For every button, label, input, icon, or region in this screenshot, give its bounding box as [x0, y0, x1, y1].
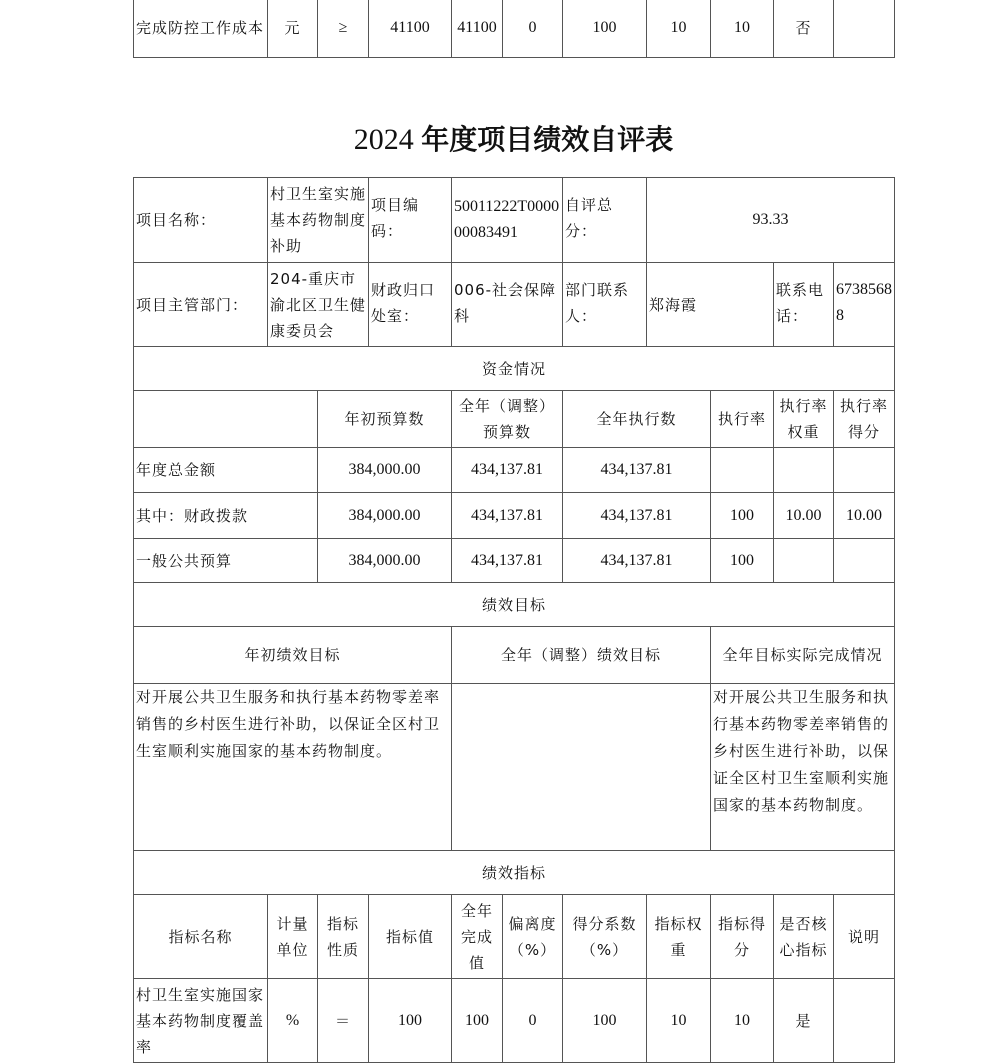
indicator-nature: ≥ — [318, 0, 369, 58]
goals-actual: 对开展公共卫生服务和执行基本药物零差率销售的乡村医生进行补助，以保证全区村卫生室顺利实施国家的基本药物制度。 — [711, 684, 895, 851]
title-year: 2024 — [353, 123, 414, 156]
indicator-deviation: 0 — [503, 0, 563, 58]
goals-initial: 对开展公共卫生服务和执行基本药物零差率销售的乡村医生进行补助，以保证全区村卫生室顺利实施国家的基本药物制度。 — [134, 684, 452, 851]
goals-adjusted — [452, 684, 711, 851]
funds-row-executed: 434,137.81 — [563, 448, 711, 493]
indicators-header-target: 指标值 — [369, 895, 452, 979]
indicators-header-weight: 指标权重 — [647, 895, 711, 979]
funds-row-score: 10.00 — [834, 493, 895, 539]
funds-row-initial: 384,000.00 — [318, 493, 452, 539]
self-evaluation-table — [133, 177, 895, 1063]
finance-label: 财政归口处室： — [369, 263, 452, 347]
finance: 006-社会保障科 — [452, 263, 563, 347]
funds-header-weight: 执行率权重 — [774, 391, 834, 448]
indicators-header-note: 说明 — [834, 895, 895, 979]
project-info-row — [134, 178, 895, 263]
goals-header-initial: 年初绩效目标 — [134, 627, 452, 684]
funds-row-initial: 384,000.00 — [318, 539, 452, 583]
indicator-name: 完成防控工作成本 — [134, 0, 268, 58]
title-text: 年度项目绩效自评表 — [421, 123, 674, 156]
indicators-section-row — [134, 851, 895, 895]
indicators-header-coefficient: 得分系数（%） — [563, 895, 647, 979]
indicators-header-unit: 计量单位 — [268, 895, 318, 979]
project-name-label: 项目名称： — [134, 178, 268, 263]
funds-row-label: 一般公共预算 — [134, 539, 318, 583]
indicator-unit: % — [268, 979, 318, 1063]
funds-row-rate — [711, 448, 774, 493]
indicator-note — [834, 979, 895, 1063]
indicator-core: 否 — [774, 0, 834, 58]
funds-row-weight: 10.00 — [774, 493, 834, 539]
funds-row-adjusted: 434,137.81 — [452, 493, 563, 539]
indicators-header-score: 指标得分 — [711, 895, 774, 979]
indicators-header-core: 是否核心指标 — [774, 895, 834, 979]
funds-section-title: 资金情况 — [134, 347, 895, 391]
indicator-score: 10 — [711, 979, 774, 1063]
funds-row — [134, 493, 895, 539]
funds-row-initial: 384,000.00 — [318, 448, 452, 493]
indicator-note — [834, 0, 895, 58]
indicators-header-row — [134, 895, 895, 979]
project-code: 50011222T000000083491 — [452, 178, 563, 263]
funds-header-adjusted: 全年（调整）预算数 — [452, 391, 563, 448]
indicator-coefficient: 100 — [563, 979, 647, 1063]
funds-header-blank — [134, 391, 318, 448]
page-title — [0, 118, 1000, 158]
funds-header-initial: 年初预算数 — [318, 391, 452, 448]
total-score-label: 自评总分： — [563, 178, 647, 263]
goals-header-actual: 全年目标实际完成情况 — [711, 627, 895, 684]
indicator-deviation: 0 — [503, 979, 563, 1063]
project-code-label: 项目编码： — [369, 178, 452, 263]
indicators-header-deviation: 偏离度（%） — [503, 895, 563, 979]
project-name: 村卫生室实施基本药物制度补助 — [268, 178, 369, 263]
funds-row-label: 其中：财政拨款 — [134, 493, 318, 539]
funds-row-rate: 100 — [711, 539, 774, 583]
contact: 郑海霞 — [647, 263, 774, 347]
funds-row — [134, 448, 895, 493]
funds-header-executed: 全年执行数 — [563, 391, 711, 448]
goals-content-row — [134, 684, 895, 851]
contact-label: 部门联系人： — [563, 263, 647, 347]
phone: 67385688 — [834, 263, 895, 347]
indicators-header-nature: 指标性质 — [318, 895, 369, 979]
funds-row-rate: 100 — [711, 493, 774, 539]
dept-info-row — [134, 263, 895, 347]
indicator-row — [134, 979, 895, 1063]
indicator-core: 是 — [774, 979, 834, 1063]
goals-section-row — [134, 583, 895, 627]
indicator-nature: ＝ — [318, 979, 369, 1063]
indicators-header-name: 指标名称 — [134, 895, 268, 979]
indicator-name: 村卫生室实施国家基本药物制度覆盖率 — [134, 979, 268, 1063]
funds-row-label: 年度总金额 — [134, 448, 318, 493]
funds-row-weight — [774, 539, 834, 583]
dept: 204-重庆市渝北区卫生健康委员会 — [268, 263, 369, 347]
indicator-row — [134, 0, 895, 58]
indicators-header-actual: 全年完成值 — [452, 895, 503, 979]
funds-header-rate: 执行率 — [711, 391, 774, 448]
funds-row — [134, 539, 895, 583]
indicator-target: 41100 — [369, 0, 452, 58]
indicator-target: 100 — [369, 979, 452, 1063]
indicator-unit: 元 — [268, 0, 318, 58]
indicator-weight: 10 — [647, 0, 711, 58]
funds-section-row — [134, 347, 895, 391]
funds-row-weight — [774, 448, 834, 493]
funds-row-executed: 434,137.81 — [563, 493, 711, 539]
funds-row-score — [834, 539, 895, 583]
funds-row-executed: 434,137.81 — [563, 539, 711, 583]
goals-header-row — [134, 627, 895, 684]
previous-indicator-table — [133, 0, 895, 58]
indicator-actual: 41100 — [452, 0, 503, 58]
indicator-weight: 10 — [647, 979, 711, 1063]
indicator-coefficient: 100 — [563, 0, 647, 58]
funds-row-adjusted: 434,137.81 — [452, 539, 563, 583]
funds-header-row — [134, 391, 895, 448]
goals-section-title: 绩效目标 — [134, 583, 895, 627]
funds-row-adjusted: 434,137.81 — [452, 448, 563, 493]
funds-header-score: 执行率得分 — [834, 391, 895, 448]
funds-row-score — [834, 448, 895, 493]
total-score: 93.33 — [647, 178, 895, 263]
indicator-score: 10 — [711, 0, 774, 58]
dept-label: 项目主管部门： — [134, 263, 268, 347]
indicators-section-title: 绩效指标 — [134, 851, 895, 895]
indicator-actual: 100 — [452, 979, 503, 1063]
phone-label: 联系电话： — [774, 263, 834, 347]
goals-header-adjusted: 全年（调整）绩效目标 — [452, 627, 711, 684]
